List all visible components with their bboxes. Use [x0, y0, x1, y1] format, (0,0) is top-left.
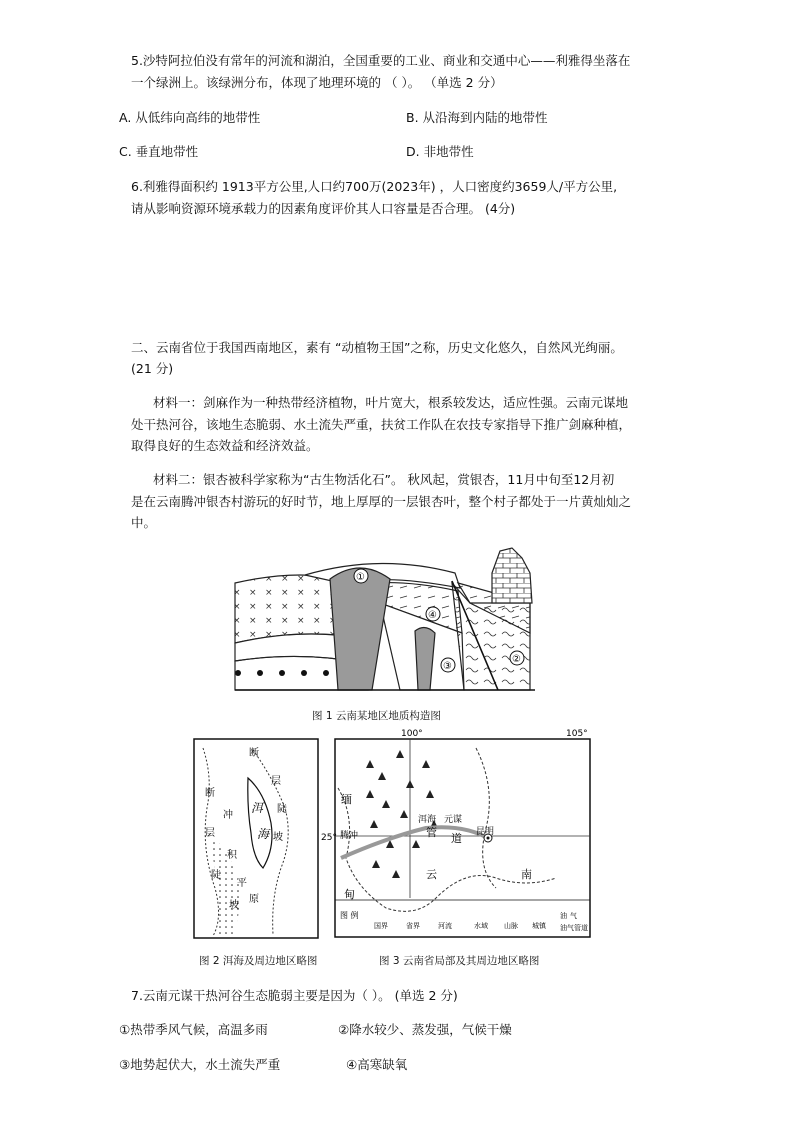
fig1-geology-diagram — [230, 543, 542, 695]
fig3-lon-100: 100° — [401, 729, 423, 739]
q7-option-3: ③地势起伏大，水土流失严重 — [119, 1057, 281, 1072]
q7-option-1: ①热带季风气候，高温多雨 — [119, 1022, 268, 1037]
fig3-label: 云 — [426, 868, 437, 881]
fig2-label: 冲 — [223, 810, 233, 821]
fig1-label-2: ② — [512, 654, 521, 665]
fig3-label: 腾冲 — [340, 831, 359, 841]
fig2-label: 原 — [249, 894, 259, 905]
fig2-label: 陡 — [211, 870, 221, 881]
fig3-yunnan-map — [321, 728, 594, 939]
fig3-legend-item: 气 — [570, 912, 577, 920]
fig1-label-3: ③ — [443, 661, 452, 672]
fig3-caption: 图 3 云南省局部及其周边地区略图 — [379, 955, 540, 967]
fig3-legend-item: 城镇 — [532, 922, 546, 930]
section2-intro-line1: 二、云南省位于我国西南地区，素有 “动植物王国”之称，历史文化悠久，自然风光绚丽。 — [131, 340, 623, 355]
q5-option-b: B. 从沿海到内陆的地带性 — [406, 110, 548, 125]
fig3-legend-item: 河流 — [438, 922, 452, 930]
q5-option-a: A. 从低纬向高纬的地带性 — [119, 110, 261, 125]
fig3-legend-item: 油 — [560, 912, 567, 920]
fig1-label-4: ④ — [428, 610, 437, 621]
fig2-label: 断 — [205, 788, 215, 799]
fig3-label: 南 — [521, 868, 532, 881]
fig2-label: 层 — [271, 776, 281, 787]
fig3-label: 道 — [451, 832, 462, 845]
q5-option-d: D. 非地带性 — [406, 144, 474, 159]
fig2-label: 洱 — [251, 801, 264, 815]
material2-line1: 材料二：银杏被科学家称为“古生物活化石”。 秋风起，赏银杏，11月中旬至12月初 — [153, 472, 615, 487]
fig2-label: 坡 — [273, 832, 283, 843]
fig3-lat-25: 25° — [321, 833, 337, 843]
material1-line2: 处干热河谷，该地生态脆弱、水土流失严重，扶贫工作队在农技专家指导下推广剑麻种植， — [131, 417, 632, 432]
fig1-caption: 图 1 云南某地区地质构造图 — [312, 710, 441, 722]
fig3-lon-105: 105° — [566, 729, 588, 739]
fig3-legend-item: 水域 — [474, 922, 488, 930]
fig1-label-1: ① — [356, 572, 365, 583]
fig2-caption: 图 2 洱海及周边地区略图 — [199, 955, 318, 967]
fig2-erhai-map — [193, 738, 319, 939]
fig3-legend-title: 图 例 — [340, 911, 359, 920]
q6-stem-line2: 请从影响资源环境承载力的因素角度评价其人口容量是否合理。 (4分) — [131, 201, 516, 216]
fig3-label: 洱海 — [418, 815, 437, 825]
fig3-label: 管 — [426, 826, 437, 839]
material1-line1: 材料一：剑麻作为一种热带经济植物，叶片宽大，根系较发达，适应性强。云南元谋地 — [153, 395, 629, 410]
fig3-label: 缅 — [341, 793, 352, 806]
fig3-label: 甸 — [344, 888, 355, 901]
fig3-label: 元谋 — [444, 815, 463, 825]
fig2-label: 积 — [227, 850, 237, 861]
fig3-legend-item: 油气管道 — [560, 924, 588, 932]
q6-stem-line1: 6.利雅得面积约 1913平方公里,人口约700万(2023年) ，人口密度约3659人/平方公里, — [131, 179, 618, 194]
material2-line2: 是在云南腾冲银杏村游玩的好时节，地上厚厚的一层银杏叶，整个村子都处于一片黄灿灿之 — [131, 494, 632, 509]
fig3-legend-item: 省界 — [406, 922, 420, 930]
fig2-label: 海 — [257, 827, 270, 841]
q5-stem-line2: 一个绿洲上。该绿洲分布，体现了地理环境的 （ ）。 （单选 2 分） — [131, 75, 503, 90]
material2-line3: 中。 — [131, 515, 157, 530]
q7-stem: 7.云南元谋干热河谷生态脆弱主要是因为（ ）。 (单选 2 分) — [131, 988, 458, 1003]
fig3-legend-item: 国界 — [374, 922, 388, 930]
q5-option-c: C. 垂直地带性 — [119, 144, 199, 159]
fig2-label: 平 — [237, 878, 247, 889]
material1-line3: 取得良好的生态效益和经济效益。 — [131, 438, 319, 453]
fig3-label: 昆明 — [476, 827, 495, 837]
fig2-label: 层 — [205, 828, 215, 839]
q5-stem-line1: 5.沙特阿拉伯没有常年的河流和湖泊，全国重要的工业、商业和交通中心——利雅得坐落在 — [131, 53, 631, 68]
q7-option-2: ②降水较少、蒸发强，气候干燥 — [338, 1022, 512, 1037]
fig2-label: 断 — [249, 748, 259, 759]
section2-intro-line2: (21 分) — [131, 361, 174, 376]
fig2-label: 坡 — [229, 900, 239, 911]
fig3-legend-item: 山脉 — [504, 922, 518, 930]
q7-option-4: ④高寒缺氧 — [346, 1057, 408, 1072]
fig2-label: 陡 — [277, 804, 287, 815]
